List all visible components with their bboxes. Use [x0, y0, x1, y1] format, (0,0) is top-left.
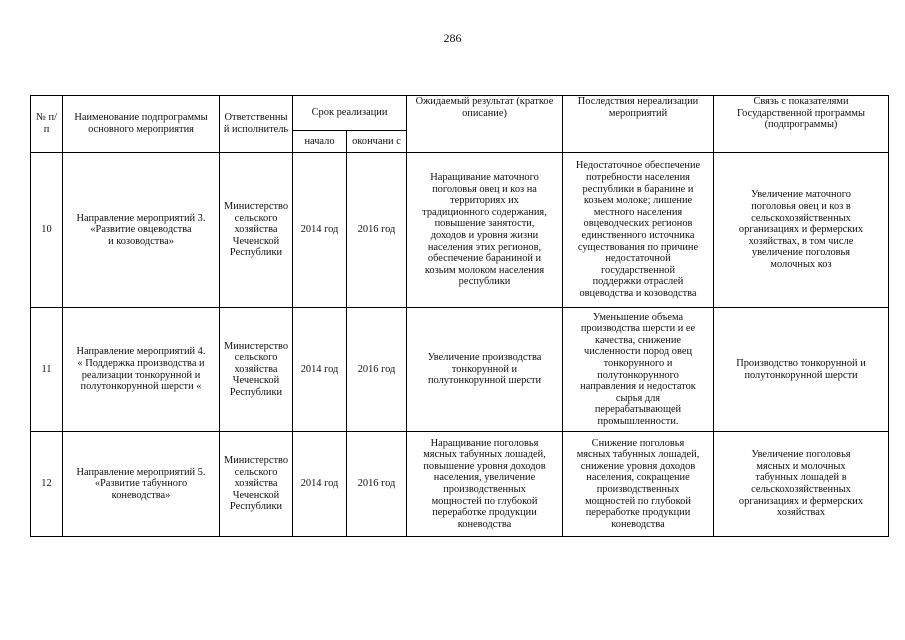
row-consequences: Снижение поголовья мясных табунных лошадей, снижение уровня доходов населения, сокращение производственных мощностей по глубокой переработке продукции коневодства [563, 432, 714, 537]
header-link: Связь с показателями Государственной программы (подпрограммы) [714, 96, 889, 153]
header-start: начало [293, 131, 347, 153]
row-responsible: Министерство сельского хозяйства Чеченской Республики [220, 432, 293, 537]
header-end: окончани с [347, 131, 407, 153]
header-name: Наименование подпрограммы основного мероприятия [63, 96, 220, 153]
row-link: Производство тонкорунной и полутонкорунной шерсти [714, 308, 889, 432]
header-consequences: Последствия нереализации мероприятий [563, 96, 714, 153]
page-number: 286 [443, 31, 462, 45]
header-row [31, 96, 889, 131]
row-start: 2014 год [293, 432, 347, 537]
row-end: 2016 год [347, 308, 407, 432]
row-responsible: Министерство сельского хозяйства Чеченской Республики [220, 308, 293, 432]
table-row [31, 308, 889, 432]
row-consequences: Уменьшение объема производства шерсти и ее качества, снижение численности пород овец тонкорунного и полутонкорунного направления и недостаток сырья для перерабатывающей промышленности. [563, 308, 714, 432]
row-link: Увеличение поголовья мясных и молочных табунных лошадей в сельскохозяйственных организациях и фермерских хозяйствах [714, 432, 889, 537]
row-start: 2014 год [293, 153, 347, 308]
row-name: Направление мероприятий 4. « Поддержка производства и реализации тонкорунной и полутонкорунной шерсти « [63, 308, 220, 432]
row-end: 2016 год [347, 153, 407, 308]
row-name: Направление мероприятий 5. «Развитие табунного коневодства» [63, 432, 220, 537]
header-responsible: Ответственны й исполнитель [220, 96, 293, 153]
program-table [30, 95, 889, 537]
row-end: 2016 год [347, 432, 407, 537]
row-consequences: Недостаточное обеспечение потребности населения республики в баранине и козьем молоке; лишение местного населения овцеводческих регионов единственного источника существования по причине недостаточной государственной поддержки отраслей овцеводства и козоводства [563, 153, 714, 308]
table-row [31, 153, 889, 308]
row-result: Наращивание маточного поголовья овец и коз на территориях их традиционного содержания, повышение занятости, доходов и уровня жизни населения этих регионов, обеспечение бараниной и козьим молоком населения республики [407, 153, 563, 308]
header-term: Срок реализации [293, 96, 407, 131]
header-num: № п/п [31, 96, 63, 153]
row-name: Направление мероприятий 3. «Развитие овцеводства и козоводства» [63, 153, 220, 308]
row-result: Увеличение производства тонкорунной и полутонкорунной шерсти [407, 308, 563, 432]
row-num: 12 [31, 432, 63, 537]
header-result: Ожидаемый результат (краткое описание) [407, 96, 563, 153]
table-row [31, 432, 889, 537]
row-num: 11 [31, 308, 63, 432]
row-num: 10 [31, 153, 63, 308]
row-result: Наращивание поголовья мясных табунных лошадей, повышение уровня доходов населения, увеличение производственных мощностей по глубокой переработке продукции коневодства [407, 432, 563, 537]
row-start: 2014 год [293, 308, 347, 432]
row-link: Увеличение маточного поголовья овец и коз в сельскохозяйственных организациях и фермерских хозяйствах, в том числе увеличение поголовья молочных коз [714, 153, 889, 308]
row-responsible: Министерство сельского хозяйства Чеченской Республики [220, 153, 293, 308]
